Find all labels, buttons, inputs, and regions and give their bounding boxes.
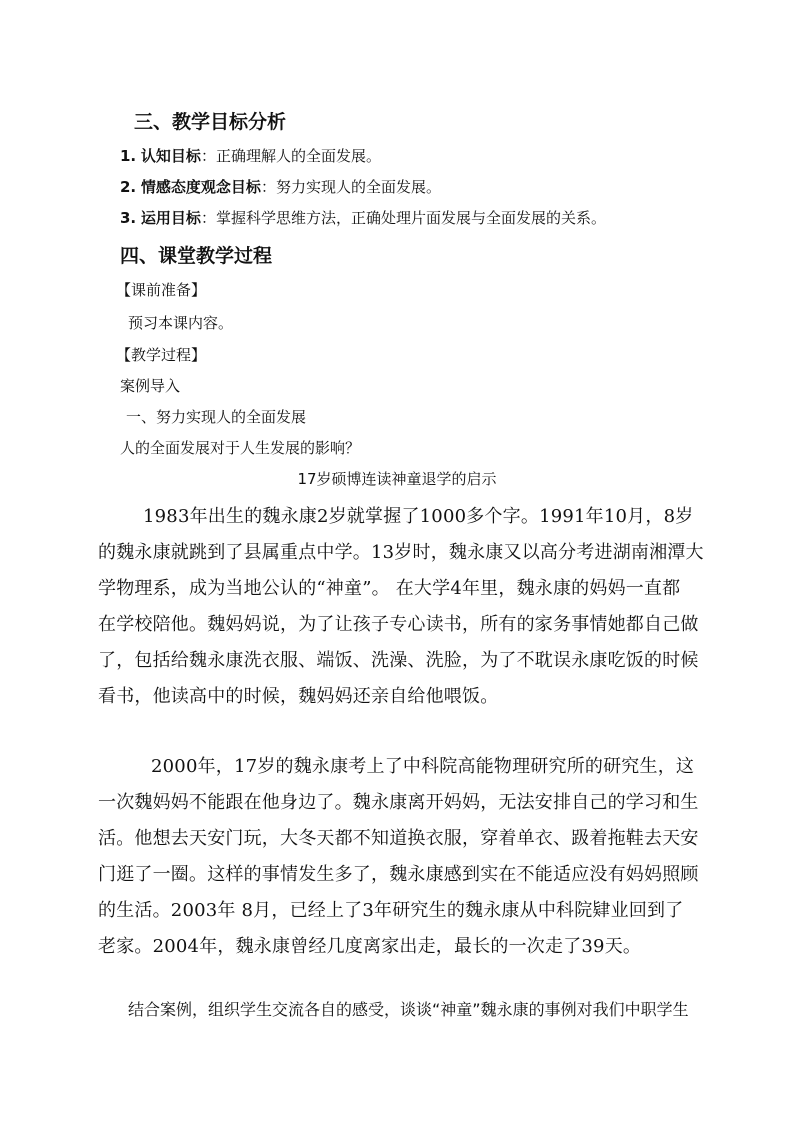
question: 人的全面发展对于人生发展的影响？: [120, 439, 361, 457]
process-tag: 【教学过程】: [116, 346, 207, 364]
case-title: 17岁硕博连读神童退学的启示: [297, 470, 497, 488]
goal-number: 3.: [120, 209, 137, 227]
paragraph-line: 在学校陪他。魏妈妈说，为了让孩子专心读书，所有的家务事情她都自己做: [98, 614, 699, 635]
paragraph-line: 2000年，17岁的魏永康考上了中科院高能物理研究所的研究生，这: [151, 756, 695, 777]
closing-paragraph: 结合案例，组织学生交流各自的感受，谈谈“神童”魏永康的事例对我们中职学生: [128, 1000, 689, 1019]
paragraph-line: 门逛了一圈。这样的事情发生多了，魏永康感到实在不能适应没有妈妈照顾: [98, 864, 699, 885]
goal-number: 2.: [120, 178, 137, 196]
paragraph-line: 了，包括给魏永康洗衣服、端饭、洗澡、洗脸，为了不耽误永康吃饭的时候: [98, 650, 699, 671]
goal-label: 认知目标: [140, 147, 201, 165]
goal-text: ：努力实现人的全面发展。: [260, 178, 441, 196]
goal-item-3: [120, 207, 606, 228]
paragraph-line: 老家。2004年，魏永康曾经几度离家出走，最长的一次走了39天。: [98, 936, 642, 957]
goal-label: 情感态度观念目标: [140, 178, 261, 196]
case-intro: 案例导入: [120, 377, 181, 395]
goal-item-1: [120, 145, 381, 166]
paragraph-line: 一次魏妈妈不能跟在他身边了。魏永康离开妈妈，无法安排自己的学习和生: [98, 792, 699, 813]
goal-text: ：正确理解人的全面发展。: [200, 147, 381, 165]
goal-number: 1.: [120, 147, 137, 165]
paragraph-line: 学物理系，成为当地公认的“神童”。 在大学4年里，魏永康的妈妈一直都: [98, 578, 681, 599]
goal-item-2: [120, 176, 441, 197]
prep-text: 预习本课内容。: [128, 314, 234, 332]
paragraph-line: 1983年出生的魏永康2岁就掌握了1000多个字。1991年10月，8岁: [143, 506, 694, 527]
goal-text: ：掌握科学思维方法，正确处理片面发展与全面发展的关系。: [200, 209, 606, 227]
subheading: 一、努力实现人的全面发展: [126, 408, 307, 426]
paragraph-line: 的生活。2003年 8月，已经上了3年研究生的魏永康从中科院肄业回到了: [98, 900, 684, 921]
section-heading-teaching-goals: 三、教学目标分析: [134, 111, 287, 133]
goal-label: 运用目标: [140, 209, 201, 227]
paragraph-line: 看书，他读高中的时候，魏妈妈还亲自给他喂饭。: [98, 686, 499, 707]
paragraph-line: 的魏永康就跳到了县属重点中学。13岁时，魏永康又以高分考进湖南湘潭大: [98, 542, 704, 563]
section-heading-classroom-process: 四、课堂教学过程: [120, 245, 273, 267]
prep-tag: 【课前准备】: [116, 281, 207, 299]
paragraph-line: 活。他想去天安门玩，大冬天都不知道换衣服，穿着单衣、趿着拖鞋去天安: [98, 828, 699, 849]
